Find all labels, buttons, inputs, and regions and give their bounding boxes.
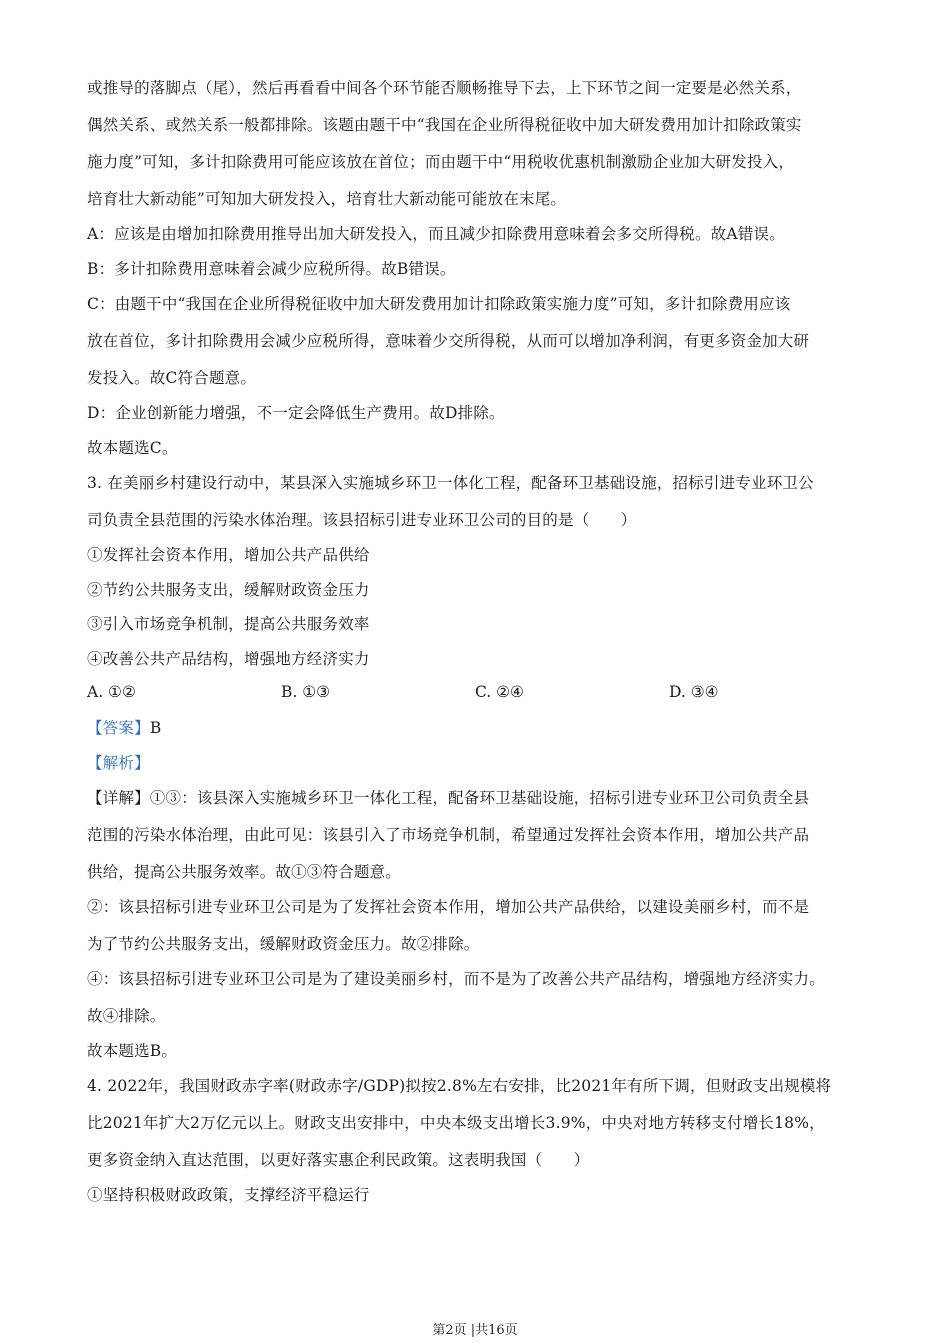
- analysis-tag: 【解析】: [87, 754, 150, 772]
- text-line: 偶然关系、或然关系一般都排除。该题由题干中“我国在企业所得税征收中加大研发费用加计扣除政策实: [87, 116, 802, 134]
- text-line: 放在首位，多计扣除费用会减少应税所得，意味着少交所得税，从而可以增加净利润，有更多资金加大研: [87, 332, 810, 350]
- answer-value: B: [149, 719, 162, 737]
- text-line: ④改善公共产品结构，增强地方经济实力: [87, 650, 370, 668]
- text-line: ②节约公共服务支出，缓解财政资金压力: [87, 581, 370, 599]
- detail-line: 比2021年扩大2万亿元以上。财政支出安排中，中央本级支出增长3.9%，中央对地方转移支付增长18%，: [87, 1114, 825, 1132]
- detail-line: 范围的污染水体治理，由此可见：该县引入了市场竞争机制，希望通过发挥社会资本作用，增加公共产品: [87, 826, 810, 844]
- option-c: C. ②④: [475, 683, 524, 701]
- detail-line: 为了节约公共服务支出，缓解财政资金压力。故②排除。: [87, 935, 480, 953]
- detail-line: ①坚持积极财政政策，支撑经济平稳运行: [87, 1186, 370, 1204]
- detail-line: 故④排除。: [87, 1007, 166, 1025]
- answer-options: [87, 682, 867, 702]
- text-line: C：由题干中“我国在企业所得税征收中加大研发费用加计扣除政策实施力度”可知，多计扣除费用应该: [87, 295, 791, 313]
- detail-line: 故本题选B。: [87, 1042, 178, 1060]
- text-line: D：企业创新能力增强，不一定会降低生产费用。故D排除。: [87, 404, 505, 422]
- detail-line: 4. 2022年，我国财政赤字率(财政赤字/GDP)拟按2.8%左右安排，比2021年有所下调，但财政支出规模将: [87, 1077, 832, 1095]
- text-line: A：应该是由增加扣除费用推导出加大研发投入，而且减少扣除费用意味着会多交所得税。故A错误。: [87, 225, 785, 243]
- detail-line: 供给，提高公共服务效率。故①③符合题意。: [87, 863, 402, 881]
- answer-tag: 【答案】: [87, 719, 150, 737]
- detail-line: 更多资金纳入直达范围，以更好落实惠企利民政策。这表明我国（ ）: [87, 1151, 590, 1169]
- text-line: 发投入。故C符合题意。: [87, 369, 257, 387]
- text-line: B：多计扣除费用意味着会减少应税所得。故B错误。: [87, 260, 456, 278]
- text-line: 施力度”可知，多计扣除费用可能应该放在首位；而由题干中“用税收优惠机制激励企业加大研发投入，: [87, 153, 795, 171]
- text-line: 或推导的落脚点（尾），然后再看看中间各个环节能否顺畅推导下去，上下环节之间一定要是必然关系，: [87, 79, 802, 97]
- text-line: 故本题选C。: [87, 439, 178, 457]
- text-line: ①发挥社会资本作用，增加公共产品供给: [87, 546, 370, 564]
- option-b: B. ①③: [281, 683, 331, 701]
- option-a: A. ①②: [87, 683, 136, 701]
- detail-line: ④：该县招标引进专业环卫公司是为了建设美丽乡村，而不是为了改善公共产品结构，增强地方经济实力。: [87, 970, 825, 988]
- page-footer: 第2页 |共16页: [432, 1323, 518, 1338]
- answer-line: [87, 718, 161, 738]
- text-line: ③引入市场竞争机制，提高公共服务效率: [87, 615, 370, 633]
- text-line: 司负责全县范围的污染水体治理。该县招标引进专业环卫公司的目的是（ ）: [87, 511, 637, 529]
- text-line: 培育壮大新动能”可知加大研发投入，培育壮大新动能可能放在末尾。: [87, 190, 567, 208]
- detail-line: ②：该县招标引进专业环卫公司是为了发挥社会资本作用，增加公共产品供给，以建设美丽乡村，而不是: [87, 898, 810, 916]
- detail-line: 【详解】①③：该县深入实施城乡环卫一体化工程，配备环卫基础设施，招标引进专业环卫公司负责全县: [87, 789, 810, 807]
- option-d: D. ③④: [669, 683, 719, 701]
- text-line: 3. 在美丽乡村建设行动中，某县深入实施城乡环卫一体化工程，配备环卫基础设施，招标引进专业环卫公: [87, 474, 814, 492]
